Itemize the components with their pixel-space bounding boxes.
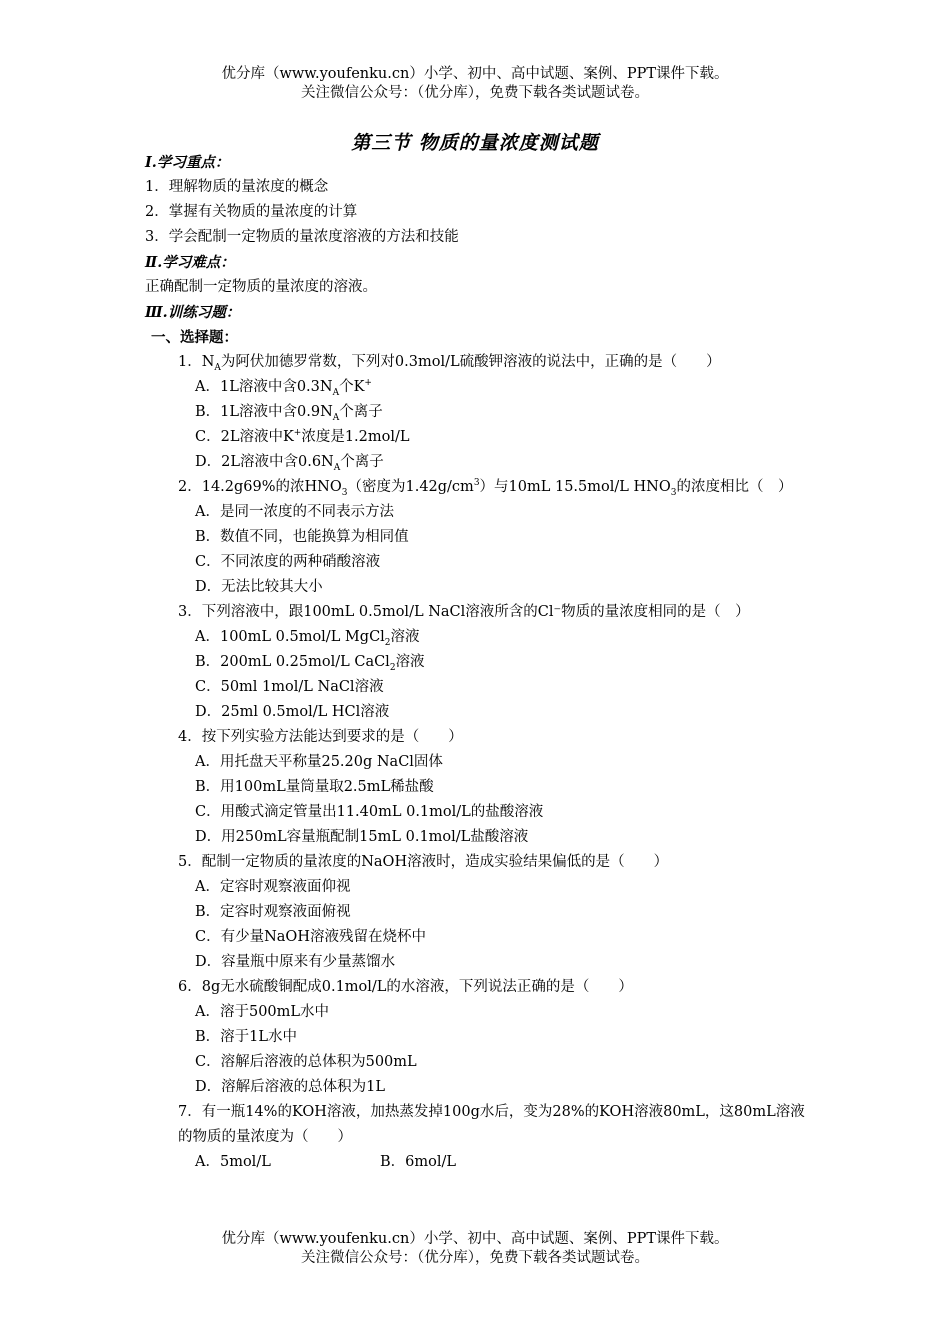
q3-option-c: C．50ml 1mol/L NaCl溶液 bbox=[195, 679, 384, 695]
subsection-multiple-choice: 一、选择题： bbox=[151, 329, 238, 346]
q2-option-b: B．数值不同，也能换算为相同值 bbox=[195, 529, 409, 545]
q5-option-c: C．有少量NaOH溶液残留在烧杯中 bbox=[195, 929, 426, 945]
q5-option-b: B．定容时观察液面俯视 bbox=[195, 904, 351, 920]
q5-option-d: D．容量瓶中原来有少量蒸馏水 bbox=[195, 954, 396, 970]
header-line-2: 关注微信公众号：（优分库），免费下载各类试题试卷。 bbox=[301, 85, 649, 101]
header-line-1: 优分库（www.youfenku.cn）小学、初中、高中试题、案例、PPT课件下载。 bbox=[221, 66, 729, 82]
question-6: 6．8g无水硫酸铜配成0.1mol/L的水溶液，下列说法正确的是（ ） bbox=[178, 979, 633, 995]
question-1: 1．$N_A$为阿伏加德罗常数，下列对0.3mol/L硫酸钾溶液的说法中，正确的是（ ） bbox=[178, 354, 721, 373]
q4-option-d: D．用250mL容量瓶配制15mL 0.1mol/L盐酸溶液 bbox=[195, 829, 529, 845]
q3-option-b: B．200mL 0.25mol/L CaCl$_2$溶液 bbox=[195, 654, 425, 673]
section-heading-exercises: Ⅲ.训练习题： bbox=[145, 304, 241, 321]
q1-option-c: C．2L溶液中K+浓度是1.2mol/L bbox=[195, 428, 410, 445]
q4-option-b: B．用100mL量筒量取2.5mL稀盐酸 bbox=[195, 779, 434, 795]
q6-option-c: C．溶解后溶液的总体积为500mL bbox=[195, 1054, 417, 1070]
q7-option-a: A．5mol/L bbox=[195, 1154, 271, 1170]
question-7: 7．有一瓶14%的KOH溶液，加热蒸发掉100g水后，变为28%的KOH溶液80mL，这80mL溶液的物质的量浓度为（ ） bbox=[178, 1104, 805, 1145]
page-header bbox=[0, 65, 950, 103]
q1-option-a: A．1L溶液中含$0.3N_A$个K+ bbox=[195, 378, 372, 398]
q1-option-b: B．1L溶液中含$0.9N_A$个离子 bbox=[195, 404, 383, 423]
q4-option-c: C．用酸式滴定管量出11.40mL 0.1mol/L的盐酸溶液 bbox=[195, 804, 544, 820]
footer-line-1: 优分库（www.youfenku.cn）小学、初中、高中试题、案例、PPT课件下载。 bbox=[221, 1231, 729, 1247]
page-title: 第三节 物质的量浓度测试题 bbox=[351, 132, 599, 154]
page-footer bbox=[0, 1230, 950, 1268]
q6-option-a: A．溶于500mL水中 bbox=[195, 1004, 330, 1020]
focus-item-1: 1．理解物质的量浓度的概念 bbox=[145, 179, 329, 195]
q3-option-d: D．25ml 0.5mol/L HCl溶液 bbox=[195, 704, 390, 720]
q6-option-d: D．溶解后溶液的总体积为1L bbox=[195, 1079, 385, 1095]
footer-line-2: 关注微信公众号：（优分库），免费下载各类试题试卷。 bbox=[301, 1250, 649, 1266]
q2-option-d: D．无法比较其大小 bbox=[195, 579, 323, 595]
focus-item-2: 2．掌握有关物质的量浓度的计算 bbox=[145, 204, 358, 220]
difficulty-text: 正确配制一定物质的量浓度的溶液。 bbox=[145, 279, 377, 295]
question-4: 4．按下列实验方法能达到要求的是（ ） bbox=[178, 729, 463, 745]
q5-option-a: A．定容时观察液面仰视 bbox=[195, 879, 351, 895]
section-heading-difficulty: Ⅱ.学习难点： bbox=[145, 254, 235, 271]
question-2: 2．14.2g69%的浓$HNO_3$（密度为$1.42g/cm^3$）与10mL 15.5mol/L $HNO_3$的浓度相比（ ） bbox=[178, 478, 793, 498]
q3-option-a: A．100mL 0.5mol/L MgCl$_2$溶液 bbox=[195, 629, 420, 648]
q6-option-b: B．溶于1L水中 bbox=[195, 1029, 298, 1045]
q2-option-c: C．不同浓度的两种硝酸溶液 bbox=[195, 554, 381, 570]
q1-option-d: D．2L溶液中含$0.6N_A$个离子 bbox=[195, 454, 384, 473]
q4-option-a: A．用托盘天平称量25.20g NaCl固体 bbox=[195, 754, 443, 770]
document-body bbox=[145, 150, 810, 1175]
question-3: 3．下列溶液中，跟100mL 0.5mol/L NaCl溶液所含的Cl⁻物质的量浓度相同的是（ ） bbox=[178, 604, 750, 620]
q7-option-b: B．6mol/L bbox=[380, 1154, 457, 1170]
section-heading-focus: Ⅰ.学习重点： bbox=[145, 154, 230, 171]
q7-options-row bbox=[145, 1150, 810, 1175]
focus-item-3: 3．学会配制一定物质的量浓度溶液的方法和技能 bbox=[145, 229, 459, 245]
question-5: 5．配制一定物质的量浓度的NaOH溶液时，造成实验结果偏低的是（ ） bbox=[178, 854, 669, 870]
q2-option-a: A．是同一浓度的不同表示方法 bbox=[195, 504, 394, 520]
